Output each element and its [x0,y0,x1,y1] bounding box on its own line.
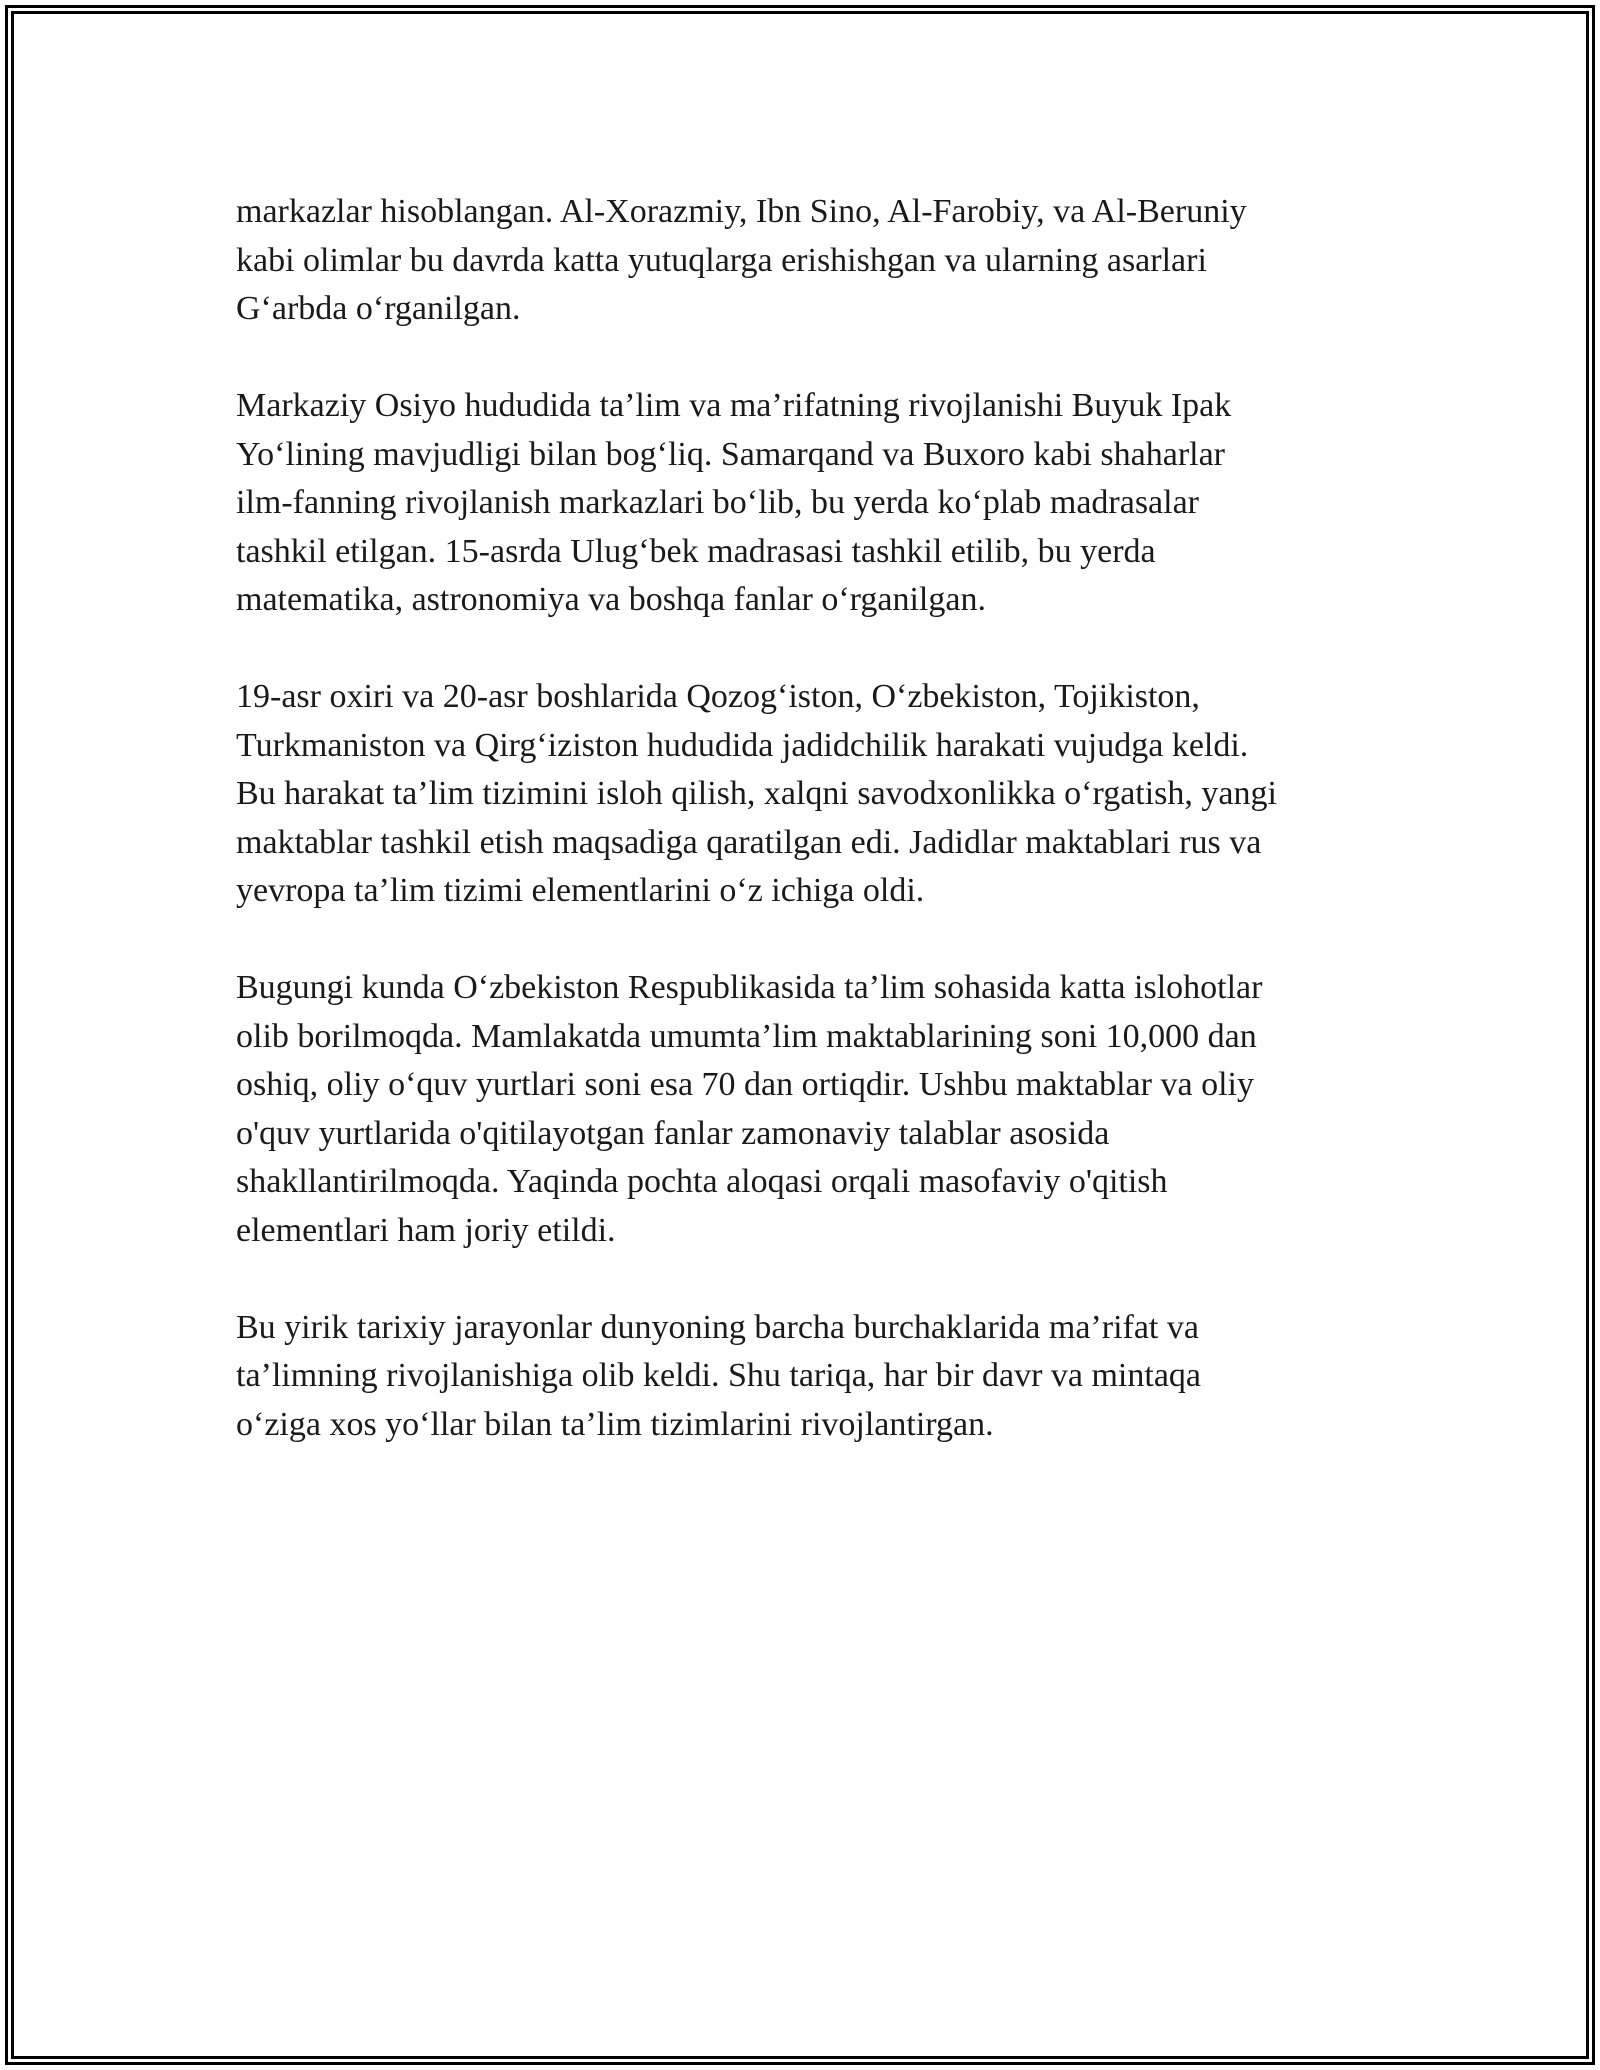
paragraph-1: markazlar hisoblangan. Al-Xorazmiy, Ibn Sino, Al-Farobiy, va Al-Beruniy kabi olimlar bu davrda katta yutuqlarga erishishgan va ularning asarlari G‘arbda o‘rganilgan. [236,193,1247,327]
document-body [236,188,1376,1498]
paragraph-5: Bu yirik tarixiy jarayonlar dunyoning barcha burchaklarida ma’rifat va ta’limning rivojlanishiga olib keldi. Shu tariqa, har bir davr va mintaqa o‘ziga xos yo‘llar bilan ta’lim tizimlarini rivojlantirgan. [236,1308,1201,1443]
paragraph-4: Bugungi kunda O‘zbekiston Respublikasida ta’lim sohasida katta islohotlar olib borilmoqda. Mamlakatda umumta’lim maktablarining soni 10,000 dan oshiq, oliy o‘quv yurtlari soni esa 70 dan ortiqdir. Ushbu maktablar va oliy o'quv yurtlarida o'qitilayotgan fanlar zamonaviy talablar asosida shakllantirilmoqda. Yaqinda pochta aloqasi orqali masofaviy o'qitish elementlari ham joriy etildi. [236,969,1263,1249]
paragraph-3: 19-asr oxiri va 20-asr boshlarida Qozog‘iston, O‘zbekiston, Tojikiston, Turkmaniston va Qirg‘iziston hududida jadidchilik harakati vujudga keldi. Bu harakat ta’lim tizimini isloh qilish, xalqni savodxonlikka o‘rgatish, yangi maktablar tashkil etish maqsadiga qaratilgan edi. Jadidlar maktablari rus va yevropa ta’lim tizimi elementlarini o‘z ichiga oldi. [236,678,1277,909]
paragraph-2: Markaziy Osiyo hududida ta’lim va ma’rifatning rivojlanishi Buyuk Ipak Yo‘lining mavjudligi bilan bog‘liq. Samarqand va Buxoro kabi shaharlar ilm-fanning rivojlanish markazlari bo‘lib, bu yerda ko‘plab madrasalar tashkil etilgan. 15-asrda Ulug‘bek madrasasi tashkil etilib, bu yerda matematika, astronomiya va boshqa fanlar o‘rganilgan. [236,387,1232,618]
